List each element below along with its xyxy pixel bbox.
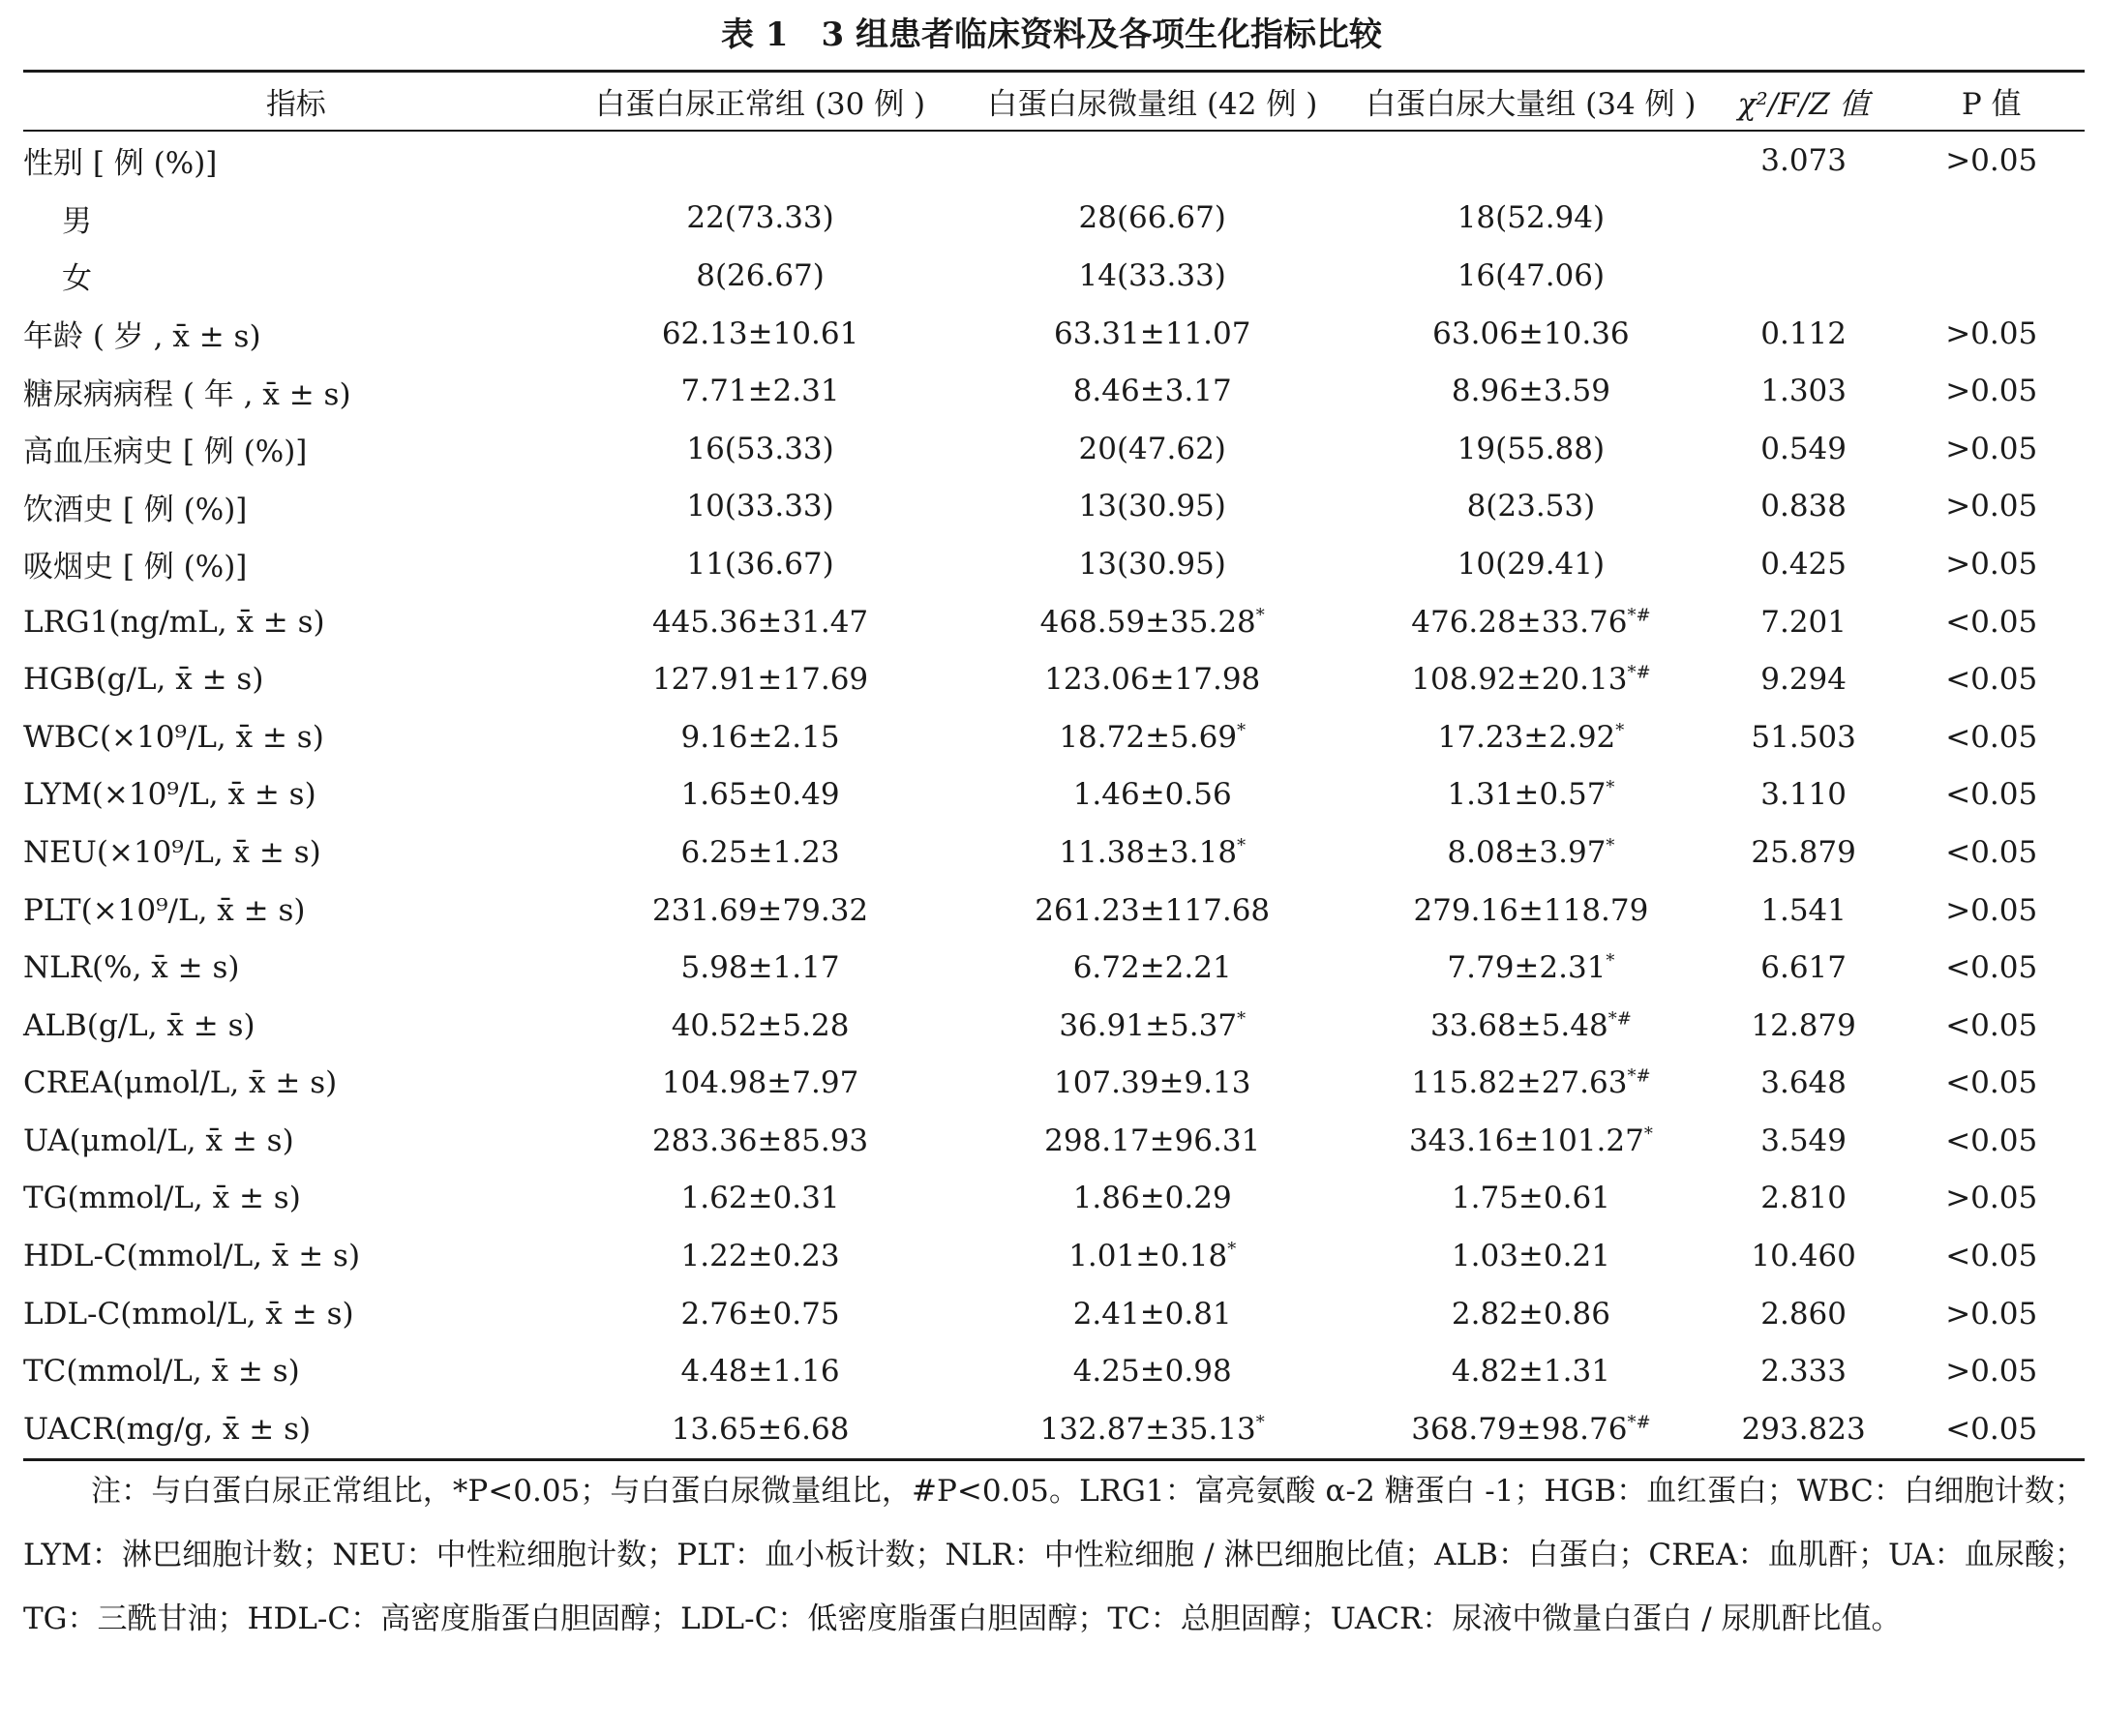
table-row	[23, 997, 2085, 1055]
cell-macro	[1353, 882, 1709, 940]
table-row	[23, 1170, 2085, 1228]
cell-statistic	[1709, 478, 1898, 536]
row-label: 性别 [ 例 (%)]	[23, 146, 218, 182]
cell-p-value	[1898, 1055, 2085, 1113]
cell-statistic	[1709, 823, 1898, 882]
cell-value: 1.01±0.18	[1068, 1239, 1228, 1274]
cell-statistic	[1709, 1112, 1898, 1170]
cell-value: 19(55.88)	[1457, 431, 1606, 466]
cell-micro	[951, 708, 1352, 766]
significance-mark: *#	[1627, 1412, 1651, 1433]
cell-value: 1.03±0.21	[1451, 1239, 1610, 1274]
table-footnote: 注：与白蛋白尿正常组比，*P<0.05；与白蛋白尿微量组比，#P<0.05。LRG1：富亮氨酸 α-2 糖蛋白 -1；HGB：血红蛋白；WBC：白细胞计数；LYM：淋巴细胞计数；NEU：中性粒细胞计数；PLT：血小板计数；NLR：中性粒细胞 / 淋巴细胞比值；ALB：白蛋白；CREA：血肌酐；UA：血尿酸；TG：三酰甘油；HDL-C：高密度脂蛋白胆固醇；LDL-C：低密度脂蛋白胆固醇；TC：总胆固醇；UACR：尿液中微量白蛋白 / 尿肌酐比值。	[23, 1474, 2085, 1636]
cell-value: 33.68±5.48	[1429, 1007, 1608, 1043]
cell-micro	[951, 420, 1352, 478]
cell-value: 17.23±2.92	[1437, 719, 1616, 755]
cell-macro	[1353, 766, 1709, 824]
cell-macro	[1353, 247, 1709, 305]
cell-normal	[569, 650, 952, 708]
cell-value: 3.549	[1760, 1122, 1847, 1158]
significance-mark: *	[1237, 1008, 1247, 1030]
table-row	[23, 1342, 2085, 1400]
row-label: UA(μmol/L, x̄ ± s)	[23, 1122, 294, 1158]
row-label: 男	[62, 203, 92, 239]
cell-p-value	[1898, 1112, 2085, 1170]
cell-normal	[569, 997, 952, 1055]
cell-micro	[951, 882, 1352, 940]
cell-value: 293.823	[1741, 1411, 1866, 1447]
cell-value: 6.617	[1760, 950, 1847, 986]
cell-value: 6.25±1.23	[680, 834, 840, 870]
cell-micro	[951, 1112, 1352, 1170]
cell-p-value	[1898, 1285, 2085, 1343]
cell-p-value	[1898, 131, 2085, 190]
cell-value: 3.073	[1760, 142, 1847, 178]
cell-macro	[1353, 190, 1709, 248]
cell-macro	[1353, 1227, 1709, 1285]
cell-value: 468.59±35.28	[1039, 604, 1256, 640]
cell-micro	[951, 1400, 1352, 1459]
cell-macro	[1353, 939, 1709, 997]
cell-value: >0.05	[1945, 546, 2038, 582]
cell-statistic	[1709, 997, 1898, 1055]
table-row	[23, 823, 2085, 882]
cell-macro	[1353, 535, 1709, 593]
table-row	[23, 1112, 2085, 1170]
cell-p-value	[1898, 997, 2085, 1055]
cell-statistic	[1709, 362, 1898, 420]
row-label: WBC(×10⁹/L, x̄ ± s)	[23, 719, 324, 755]
cell-statistic	[1709, 1285, 1898, 1343]
cell-macro	[1353, 131, 1709, 190]
row-label: PLT(×10⁹/L, x̄ ± s)	[23, 892, 306, 928]
cell-value: 115.82±27.63	[1411, 1065, 1628, 1101]
cell-value: <0.05	[1945, 604, 2038, 640]
cell-value: 6.72±2.21	[1072, 950, 1232, 986]
cell-value: 1.31±0.57	[1447, 777, 1607, 813]
row-label: 饮酒史 [ 例 (%)]	[23, 492, 248, 527]
cell-value: 104.98±7.97	[661, 1065, 859, 1101]
cell-value: 0.549	[1760, 431, 1847, 466]
significance-mark: *	[1237, 720, 1247, 741]
row-label: 吸烟史 [ 例 (%)]	[23, 550, 248, 585]
cell-value: 2.860	[1760, 1296, 1847, 1332]
cell-statistic	[1709, 1055, 1898, 1113]
cell-value: 283.36±85.93	[651, 1122, 869, 1158]
significance-mark: *#	[1627, 1065, 1651, 1087]
row-label: HDL-C(mmol/L, x̄ ± s)	[23, 1239, 361, 1274]
row-label: HGB(g/L, x̄ ± s)	[23, 662, 264, 698]
cell-value: 132.87±35.13	[1039, 1411, 1256, 1447]
cell-macro	[1353, 708, 1709, 766]
cell-normal	[569, 766, 952, 824]
cell-macro	[1353, 305, 1709, 363]
cell-statistic	[1709, 1227, 1898, 1285]
cell-statistic	[1709, 939, 1898, 997]
cell-statistic	[1709, 1342, 1898, 1400]
cell-value: <0.05	[1945, 719, 2038, 755]
cell-value: >0.05	[1945, 431, 2038, 466]
cell-statistic	[1709, 535, 1898, 593]
cell-micro	[951, 1170, 1352, 1228]
cell-micro	[951, 362, 1352, 420]
row-label: ALB(g/L, x̄ ± s)	[23, 1007, 255, 1043]
cell-value: 4.48±1.16	[680, 1354, 840, 1390]
cell-value: 127.91±17.69	[651, 662, 869, 698]
cell-macro	[1353, 1342, 1709, 1400]
cell-value: 13(30.95)	[1078, 546, 1226, 582]
header-row	[23, 72, 2085, 132]
cell-value: 2.41±0.81	[1072, 1296, 1232, 1332]
cell-statistic	[1709, 766, 1898, 824]
cell-value: 0.425	[1760, 546, 1847, 582]
cell-macro	[1353, 823, 1709, 882]
cell-p-value	[1898, 535, 2085, 593]
cell-value: 63.31±11.07	[1053, 315, 1251, 351]
cell-p-value	[1898, 420, 2085, 478]
significance-mark: *	[1255, 605, 1265, 626]
cell-statistic	[1709, 305, 1898, 363]
significance-mark: *#	[1627, 605, 1651, 626]
row-label: UACR(mg/g, x̄ ± s)	[23, 1400, 569, 1459]
cell-value: <0.05	[1945, 1065, 2038, 1101]
cell-statistic	[1709, 1170, 1898, 1228]
cell-statistic	[1709, 650, 1898, 708]
cell-value: 16(47.06)	[1457, 257, 1606, 293]
row-label: 高血压病史 [ 例 (%)]	[23, 434, 308, 470]
cell-value: 5.98±1.17	[680, 950, 840, 986]
row-label: CREA(μmol/L, x̄ ± s)	[23, 1065, 338, 1101]
cell-normal	[569, 1227, 952, 1285]
cell-value: 8.96±3.59	[1451, 374, 1610, 409]
cell-micro	[951, 1342, 1352, 1400]
table-row	[23, 535, 2085, 593]
cell-statistic	[1709, 593, 1898, 651]
cell-macro	[1353, 420, 1709, 478]
cell-value: 9.16±2.15	[680, 719, 840, 755]
cell-value: 8(26.67)	[696, 257, 825, 293]
cell-micro	[951, 478, 1352, 536]
table-row	[23, 593, 2085, 651]
cell-value: >0.05	[1945, 892, 2038, 928]
cell-value: >0.05	[1945, 1296, 2038, 1332]
cell-normal	[569, 1055, 952, 1113]
cell-statistic	[1709, 131, 1898, 190]
cell-value: 3.110	[1760, 777, 1847, 813]
cell-macro	[1353, 650, 1709, 708]
cell-value: 18(52.94)	[1457, 200, 1606, 236]
table-row	[23, 131, 2085, 190]
table-row	[23, 1285, 2085, 1343]
cell-value: 20(47.62)	[1078, 431, 1226, 466]
cell-value: 0.838	[1760, 489, 1847, 524]
cell-value: 445.36±31.47	[651, 604, 869, 640]
table-row	[23, 362, 2085, 420]
cell-macro	[1353, 1400, 1709, 1459]
table-row	[23, 939, 2085, 997]
significance-mark: *	[1606, 835, 1615, 856]
significance-mark: *	[1615, 720, 1625, 741]
cell-value: 123.06±17.98	[1044, 662, 1261, 698]
cell-p-value	[1898, 478, 2085, 536]
table-row	[23, 478, 2085, 536]
cell-value: 14(33.33)	[1078, 257, 1226, 293]
cell-normal	[569, 708, 952, 766]
table-row	[23, 1055, 2085, 1113]
row-label: 女	[62, 261, 92, 297]
cell-value: 63.06±10.36	[1432, 315, 1630, 351]
cell-micro	[951, 190, 1352, 248]
cell-value: 16(53.33)	[686, 431, 834, 466]
cell-p-value	[1898, 882, 2085, 940]
cell-normal	[569, 593, 952, 651]
cell-statistic	[1709, 247, 1898, 305]
cell-value: 231.69±79.32	[651, 892, 869, 928]
significance-mark: *#	[1627, 662, 1651, 683]
cell-macro	[1353, 1170, 1709, 1228]
row-label: NLR(%, x̄ ± s)	[23, 950, 240, 986]
cell-value: <0.05	[1945, 777, 2038, 813]
cell-value: 11.38±3.18	[1059, 834, 1238, 870]
cell-p-value	[1898, 650, 2085, 708]
row-label: NEU(×10⁹/L, x̄ ± s)	[23, 834, 321, 870]
cell-p-value	[1898, 708, 2085, 766]
cell-value: 343.16±101.27	[1408, 1122, 1644, 1158]
cell-value: 11(36.67)	[686, 546, 834, 582]
cell-value: 1.22±0.23	[680, 1239, 840, 1274]
cell-value: 10.460	[1751, 1239, 1856, 1274]
cell-value: 7.71±2.31	[680, 374, 840, 409]
cell-normal	[569, 247, 952, 305]
cell-value: 8.08±3.97	[1447, 834, 1607, 870]
cell-statistic	[1709, 420, 1898, 478]
cell-macro	[1353, 1285, 1709, 1343]
significance-mark: *	[1237, 835, 1247, 856]
significance-mark: *	[1643, 1123, 1653, 1145]
table-row	[23, 882, 2085, 940]
cell-value: 4.82±1.31	[1451, 1354, 1610, 1390]
cell-statistic	[1709, 882, 1898, 940]
data-table	[23, 70, 2085, 1461]
cell-normal	[569, 420, 952, 478]
cell-p-value	[1898, 939, 2085, 997]
table-row	[23, 247, 2085, 305]
cell-micro	[951, 535, 1352, 593]
row-label: TC(mmol/L, x̄ ± s)	[23, 1354, 300, 1390]
cell-value: 13(30.95)	[1078, 489, 1226, 524]
cell-value: <0.05	[1945, 1122, 2038, 1158]
cell-normal	[569, 939, 952, 997]
cell-p-value	[1898, 823, 2085, 882]
cell-macro	[1353, 593, 1709, 651]
row-label: TG(mmol/L, x̄ ± s)	[23, 1181, 301, 1216]
cell-statistic	[1709, 708, 1898, 766]
cell-value: 261.23±117.68	[1035, 892, 1271, 928]
table-title: 表 1 3 组患者临床资料及各项生化指标比较	[721, 15, 1382, 54]
cell-value: <0.05	[1945, 662, 2038, 698]
table-row	[23, 650, 2085, 708]
significance-mark: *	[1606, 950, 1615, 972]
cell-micro	[951, 766, 1352, 824]
cell-macro	[1353, 1055, 1709, 1113]
cell-macro	[1353, 1112, 1709, 1170]
cell-value: 1.541	[1760, 892, 1847, 928]
cell-normal	[569, 823, 952, 882]
cell-value: <0.05	[1945, 1007, 2038, 1043]
cell-value: 36.91±5.37	[1059, 1007, 1238, 1043]
cell-value: 10(29.41)	[1457, 546, 1606, 582]
cell-value: >0.05	[1945, 374, 2038, 409]
cell-micro	[951, 823, 1352, 882]
cell-value: 1.65±0.49	[680, 777, 840, 813]
table-row	[23, 305, 2085, 363]
cell-value: 8(23.53)	[1466, 489, 1596, 524]
cell-value: 108.92±20.13	[1411, 662, 1628, 698]
cell-value: >0.05	[1945, 142, 2038, 178]
cell-normal	[569, 362, 952, 420]
significance-mark: *#	[1607, 1008, 1632, 1030]
row-label: LYM(×10⁹/L, x̄ ± s)	[23, 777, 316, 813]
cell-normal	[569, 1342, 952, 1400]
cell-micro	[951, 997, 1352, 1055]
cell-micro	[951, 1055, 1352, 1113]
cell-normal	[569, 305, 952, 363]
cell-value: 279.16±118.79	[1413, 892, 1649, 928]
cell-value: 2.76±0.75	[680, 1296, 840, 1332]
cell-value: 1.46±0.56	[1072, 777, 1232, 813]
cell-macro	[1353, 478, 1709, 536]
cell-value: 4.25±0.98	[1072, 1354, 1232, 1390]
cell-micro	[951, 1285, 1352, 1343]
significance-mark: *	[1255, 1412, 1265, 1433]
header-normal-group: 白蛋白尿正常组 (30 例 )	[569, 72, 952, 132]
table-row	[23, 1400, 2085, 1459]
cell-value: 22(73.33)	[686, 200, 834, 236]
cell-value: 7.201	[1760, 604, 1847, 640]
cell-value: 8.46±3.17	[1072, 374, 1232, 409]
cell-p-value	[1898, 1400, 2085, 1459]
cell-value: 1.62±0.31	[680, 1181, 840, 1216]
cell-value: 40.52±5.28	[671, 1007, 850, 1043]
table-row	[23, 420, 2085, 478]
cell-normal	[569, 1170, 952, 1228]
cell-p-value	[1898, 1227, 2085, 1285]
header-micro-group: 白蛋白尿微量组 (42 例 )	[951, 72, 1352, 132]
cell-normal	[569, 882, 952, 940]
cell-value: >0.05	[1945, 315, 2038, 351]
cell-value: 368.79±98.76	[1411, 1411, 1628, 1447]
cell-micro	[951, 305, 1352, 363]
cell-value: 2.82±0.86	[1451, 1296, 1610, 1332]
cell-macro	[1353, 362, 1709, 420]
row-label: 年龄 ( 岁 , x̄ ± s)	[23, 319, 261, 355]
cell-p-value	[1898, 766, 2085, 824]
cell-macro	[1353, 997, 1709, 1055]
cell-value: >0.05	[1945, 1354, 2038, 1390]
cell-value: 12.879	[1751, 1007, 1856, 1043]
cell-value: 9.294	[1760, 662, 1847, 698]
row-label: LDL-C(mmol/L, x̄ ± s)	[23, 1296, 354, 1332]
cell-value: 62.13±10.61	[661, 315, 859, 351]
cell-value: <0.05	[1945, 950, 2038, 986]
table-row	[23, 1227, 2085, 1285]
cell-value: 476.28±33.76	[1411, 604, 1628, 640]
cell-normal	[569, 535, 952, 593]
header-indicator: 指标	[23, 72, 569, 132]
cell-value: <0.05	[1945, 834, 2038, 870]
cell-normal	[569, 1400, 952, 1459]
row-label: 糖尿病病程 ( 年 , x̄ ± s)	[23, 376, 351, 412]
cell-micro	[951, 1227, 1352, 1285]
table-row	[23, 190, 2085, 248]
cell-normal	[569, 190, 952, 248]
table-row	[23, 766, 2085, 824]
cell-value: 7.79±2.31	[1447, 950, 1607, 986]
cell-statistic	[1709, 1400, 1898, 1459]
cell-p-value	[1898, 190, 2085, 248]
cell-micro	[951, 247, 1352, 305]
cell-value: <0.05	[1945, 1239, 2038, 1274]
cell-p-value	[1898, 1342, 2085, 1400]
cell-micro	[951, 650, 1352, 708]
cell-micro	[951, 593, 1352, 651]
cell-p-value	[1898, 1170, 2085, 1228]
cell-value: 2.333	[1760, 1354, 1847, 1390]
cell-statistic	[1709, 190, 1898, 248]
cell-normal	[569, 1112, 952, 1170]
cell-value: <0.05	[1945, 1411, 2038, 1447]
cell-p-value	[1898, 593, 2085, 651]
cell-value: 25.879	[1751, 834, 1856, 870]
cell-normal	[569, 131, 952, 190]
significance-mark: *	[1227, 1239, 1237, 1260]
cell-micro	[951, 131, 1352, 190]
cell-value: 107.39±9.13	[1053, 1065, 1251, 1101]
cell-p-value	[1898, 247, 2085, 305]
cell-value: 1.75±0.61	[1451, 1181, 1610, 1216]
row-label: LRG1(ng/mL, x̄ ± s)	[23, 604, 325, 640]
cell-p-value	[1898, 305, 2085, 363]
cell-normal	[569, 1285, 952, 1343]
cell-value: 51.503	[1751, 719, 1856, 755]
cell-value: 28(66.67)	[1078, 200, 1226, 236]
cell-value: >0.05	[1945, 489, 2038, 524]
cell-normal	[569, 478, 952, 536]
cell-p-value	[1898, 362, 2085, 420]
cell-value: 18.72±5.69	[1059, 719, 1238, 755]
table-body	[23, 131, 2085, 1459]
header-macro-group: 白蛋白尿大量组 (34 例 )	[1353, 72, 1709, 132]
cell-value: 1.303	[1760, 374, 1847, 409]
header-p-value: P 值	[1898, 72, 2085, 132]
cell-value: 1.86±0.29	[1072, 1181, 1232, 1216]
cell-value: 3.648	[1760, 1065, 1847, 1101]
cell-micro	[951, 939, 1352, 997]
cell-value: 0.112	[1760, 315, 1847, 351]
cell-value: 10(33.33)	[686, 489, 834, 524]
cell-value: >0.05	[1945, 1181, 2038, 1216]
table-row	[23, 708, 2085, 766]
cell-value: 298.17±96.31	[1044, 1122, 1261, 1158]
significance-mark: *	[1606, 778, 1615, 798]
cell-value: 13.65±6.68	[671, 1411, 850, 1447]
header-statistic: χ²/F/Z 值	[1709, 72, 1898, 132]
cell-value: 2.810	[1760, 1181, 1847, 1216]
